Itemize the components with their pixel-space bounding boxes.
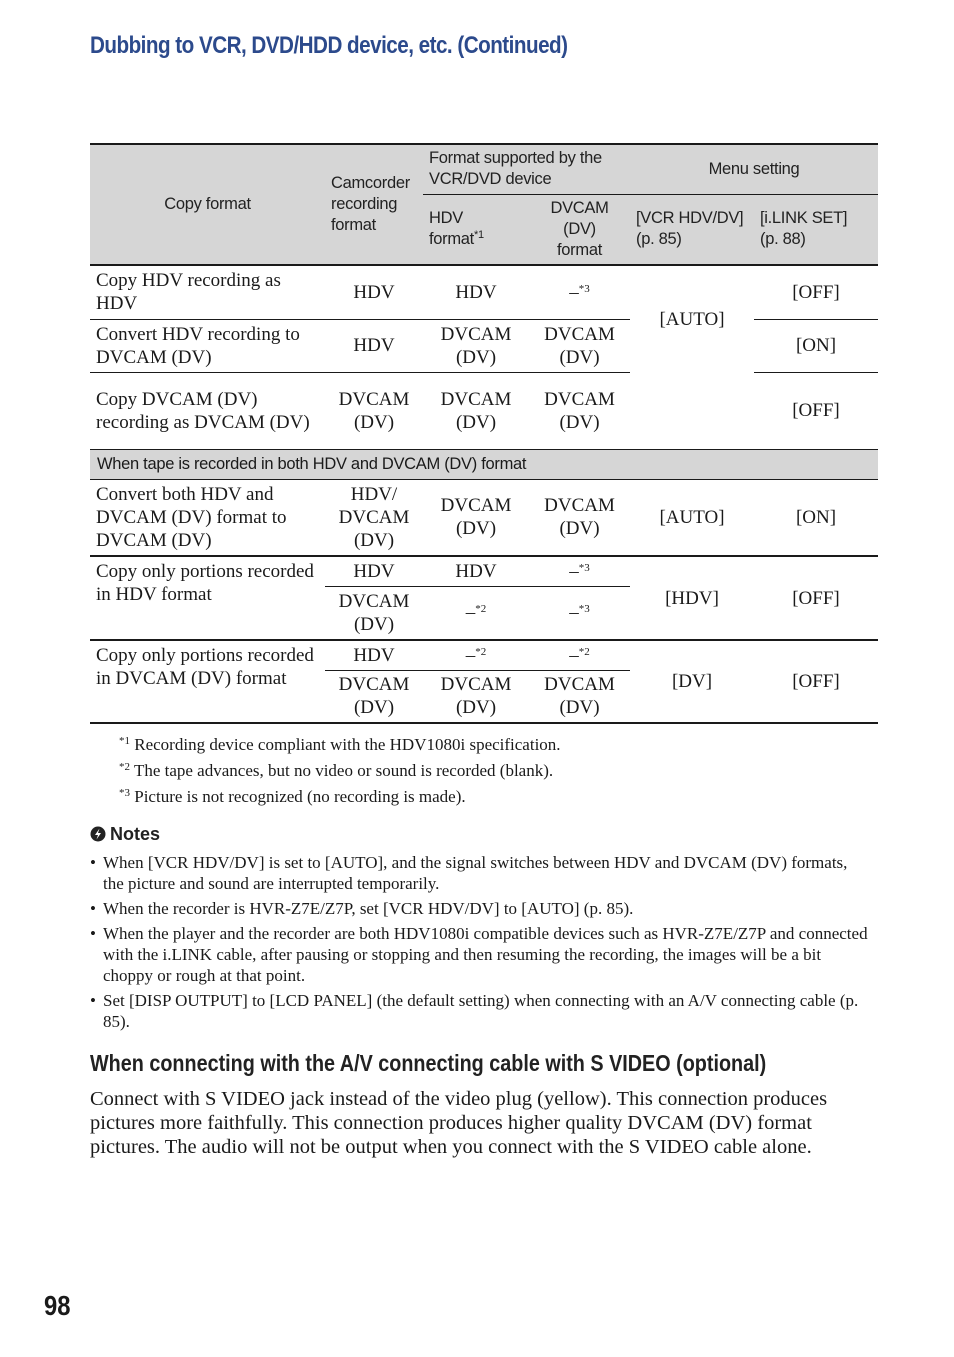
- footnote-mark: *2: [119, 761, 130, 773]
- header-vcr-line1: [VCR HDV/DV]: [636, 209, 744, 228]
- row-camcorder: [325, 372, 423, 449]
- header-camcorder-line2: recording: [331, 195, 398, 213]
- header-supported-line1: Format supported by the: [429, 149, 602, 168]
- list-item: • Set [DISP OUTPUT] to [LCD PANEL] (the default setting) when connecting with an A/V connecting cable (p. 85).: [90, 990, 870, 1032]
- cell-line: (DV): [559, 697, 600, 719]
- header-vcr-hdv-dv: [630, 194, 754, 265]
- cell-line: (DV): [455, 518, 497, 540]
- cell-line: (DV): [353, 529, 395, 551]
- cell-line: DVCAM: [544, 495, 615, 517]
- table-row: [90, 265, 878, 319]
- cell-line: DVCAM: [440, 323, 512, 345]
- header-vcr-line2: (p. 85): [636, 230, 682, 249]
- header-hdv-line1: HDV: [429, 209, 463, 228]
- row-vcr: [DV]: [630, 640, 754, 723]
- row-dvcam: [529, 556, 630, 586]
- row-ilink: [ON]: [754, 479, 878, 556]
- header-supported-line2: VCR/DVD device: [429, 170, 552, 189]
- dash: –: [569, 602, 579, 624]
- row-camcorder: HDV: [325, 265, 423, 319]
- page-header-title: Dubbing to VCR, DVD/HDD device, etc. (Continued): [90, 32, 568, 59]
- row-camcorder: HDV: [325, 319, 423, 372]
- table-row: [90, 319, 878, 372]
- header-supported-format-group: [423, 144, 630, 194]
- header-camcorder-format: [325, 144, 423, 265]
- row-copy-format: Convert both HDV and DVCAM (DV) format to DVCAM (DV): [90, 479, 325, 556]
- cell-line: (DV): [353, 411, 395, 433]
- row-dvcam: [529, 586, 630, 640]
- dash: –: [569, 281, 579, 303]
- header-dvcam-line2: (DV): [563, 219, 596, 238]
- cell-line: DVCAM: [440, 388, 512, 410]
- page-number: 98: [44, 1290, 71, 1321]
- cell-line: DVCAM: [544, 323, 615, 345]
- footnote-ref: *2: [475, 645, 487, 658]
- row-vcr: [HDV]: [630, 556, 754, 640]
- cell-line: (DV): [559, 346, 600, 368]
- header-menu-setting: Menu setting: [630, 144, 878, 194]
- row-ilink: [ON]: [754, 319, 878, 372]
- row-camcorder: [325, 670, 423, 723]
- row-hdv: HDV: [423, 556, 529, 586]
- cell-line: (DV): [353, 613, 395, 635]
- row-copy-format: Copy only portions recorded in DVCAM (DV) format: [90, 640, 325, 723]
- cell-line: (DV): [559, 411, 600, 433]
- cell-line: (DV): [455, 697, 497, 719]
- header-camcorder-line3: format: [331, 216, 376, 234]
- footnote-ref: *2: [475, 603, 487, 616]
- notes-heading: [90, 824, 160, 845]
- list-item: • When the player and the recorder are both HDV1080i compatible devices such as HVR-Z7E/Z7P and connected with the i.LINK cable, after pausing or stopping and then resuming the recording, the images will be a bit choppy or rough at that point.: [90, 923, 870, 986]
- footnote-text: Picture is not recognized (no recording is made).: [130, 787, 466, 806]
- table-row: [90, 372, 878, 449]
- dash: –: [465, 644, 476, 666]
- notes-title: Notes: [110, 824, 161, 844]
- row-hdv: [423, 372, 529, 449]
- table-subheading: When tape is recorded in both HDV and DVCAM (DV) format: [90, 449, 878, 479]
- table-row: [90, 479, 878, 556]
- row-dvcam: [529, 670, 630, 723]
- cell-line: DVCAM: [544, 674, 615, 696]
- header-copy-format: Copy format: [90, 144, 325, 265]
- list-item: • When [VCR HDV/DV] is set to [AUTO], and the signal switches between HDV and DVCAM (DV) formats, the picture and sound are interrupted temporarily.: [90, 852, 870, 894]
- row-ilink: [OFF]: [754, 556, 878, 640]
- cell-line: DVCAM: [338, 388, 410, 410]
- footnote-mark: *1: [119, 735, 130, 747]
- cell-line: DVCAM: [338, 590, 410, 612]
- row-hdv: [423, 640, 529, 670]
- footnote-text: Recording device compliant with the HDV1080i specification.: [130, 735, 561, 754]
- cell-line: (DV): [455, 411, 497, 433]
- cell-line: DVCAM: [338, 674, 410, 696]
- notes-list: [90, 852, 870, 1036]
- footnote-ref: *3: [578, 561, 590, 574]
- row-dvcam: [529, 319, 630, 372]
- header-dvcam-format: [529, 194, 630, 265]
- row-camcorder: HDV: [325, 640, 423, 670]
- row-dvcam: [529, 265, 630, 319]
- dash: –: [465, 602, 476, 624]
- dash: –: [569, 644, 579, 666]
- row-hdv: [423, 479, 529, 556]
- cell-line: DVCAM: [544, 388, 615, 410]
- footnote-3: [119, 784, 561, 810]
- row-vcr: [AUTO]: [630, 479, 754, 556]
- notes-icon: [90, 824, 110, 845]
- row-ilink: [OFF]: [754, 640, 878, 723]
- row-camcorder: HDV: [325, 556, 423, 586]
- table-row: [90, 640, 878, 670]
- section-heading: When connecting with the A/V connecting cable with S VIDEO (optional): [90, 1050, 767, 1076]
- header-camcorder-line1: Camcorder: [331, 174, 410, 192]
- header-ilink-line2: (p. 88): [760, 230, 806, 249]
- footnote-ref: *3: [578, 282, 590, 295]
- table-row: [90, 556, 878, 586]
- row-camcorder: [325, 586, 423, 640]
- header-hdv-format: [423, 194, 529, 265]
- list-item: • When the recorder is HVR-Z7E/Z7P, set [VCR HDV/DV] to [AUTO] (p. 85).: [90, 898, 870, 919]
- row-camcorder: [325, 479, 423, 556]
- dubbing-format-table: [90, 143, 878, 724]
- footnote-ref: *1: [473, 229, 484, 242]
- footnote-2: [119, 758, 561, 784]
- row-copy-format: Copy only portions recorded in HDV format: [90, 556, 325, 640]
- table-subheading-row: [90, 449, 878, 479]
- row-vcr-empty: [630, 372, 754, 449]
- row-copy-format: Convert HDV recording to DVCAM (DV): [90, 319, 325, 372]
- row-vcr-auto: [AUTO]: [630, 265, 754, 372]
- row-dvcam: [529, 479, 630, 556]
- cell-line: DVCAM: [440, 495, 512, 517]
- cell-line: (DV): [353, 697, 395, 719]
- row-copy-format: Copy HDV recording as HDV: [90, 265, 325, 319]
- footnote-text: The tape advances, but no video or sound is recorded (blank).: [130, 761, 554, 780]
- section-body: Connect with S VIDEO jack instead of the video plug (yellow). This connection produces pictures more faithfully. This connection produces higher quality DVCAM (DV) format pictures. The audio will not be output when you connect with the S VIDEO cable alone.: [90, 1088, 828, 1158]
- row-dvcam: [529, 372, 630, 449]
- cell-line: DVCAM: [338, 506, 410, 528]
- header-hdv-line2: format: [429, 230, 474, 249]
- footnote-ref: *3: [578, 603, 590, 616]
- row-copy-format: Copy DVCAM (DV) recording as DVCAM (DV): [96, 388, 310, 433]
- table-footnotes: [119, 732, 561, 810]
- row-dvcam: [529, 640, 630, 670]
- footnote-ref: *2: [578, 645, 590, 658]
- row-hdv: [423, 586, 529, 640]
- row-ilink: [OFF]: [754, 265, 878, 319]
- row-ilink: [OFF]: [792, 400, 840, 421]
- footnote-1: [119, 732, 561, 758]
- dash: –: [569, 560, 579, 582]
- footnote-mark: *3: [119, 787, 130, 799]
- header-dvcam-line3: format: [557, 240, 602, 259]
- cell-line: (DV): [559, 518, 600, 540]
- cell-line: (DV): [455, 346, 497, 368]
- header-ilink-set: [754, 194, 878, 265]
- cell-line: HDV/: [350, 483, 398, 505]
- row-hdv: [423, 319, 529, 372]
- row-hdv: [423, 670, 529, 723]
- header-ilink-line1: [i.LINK SET]: [760, 209, 848, 228]
- header-dvcam-line1: DVCAM: [550, 198, 609, 217]
- cell-line: DVCAM: [440, 674, 512, 696]
- row-hdv: HDV: [423, 265, 529, 319]
